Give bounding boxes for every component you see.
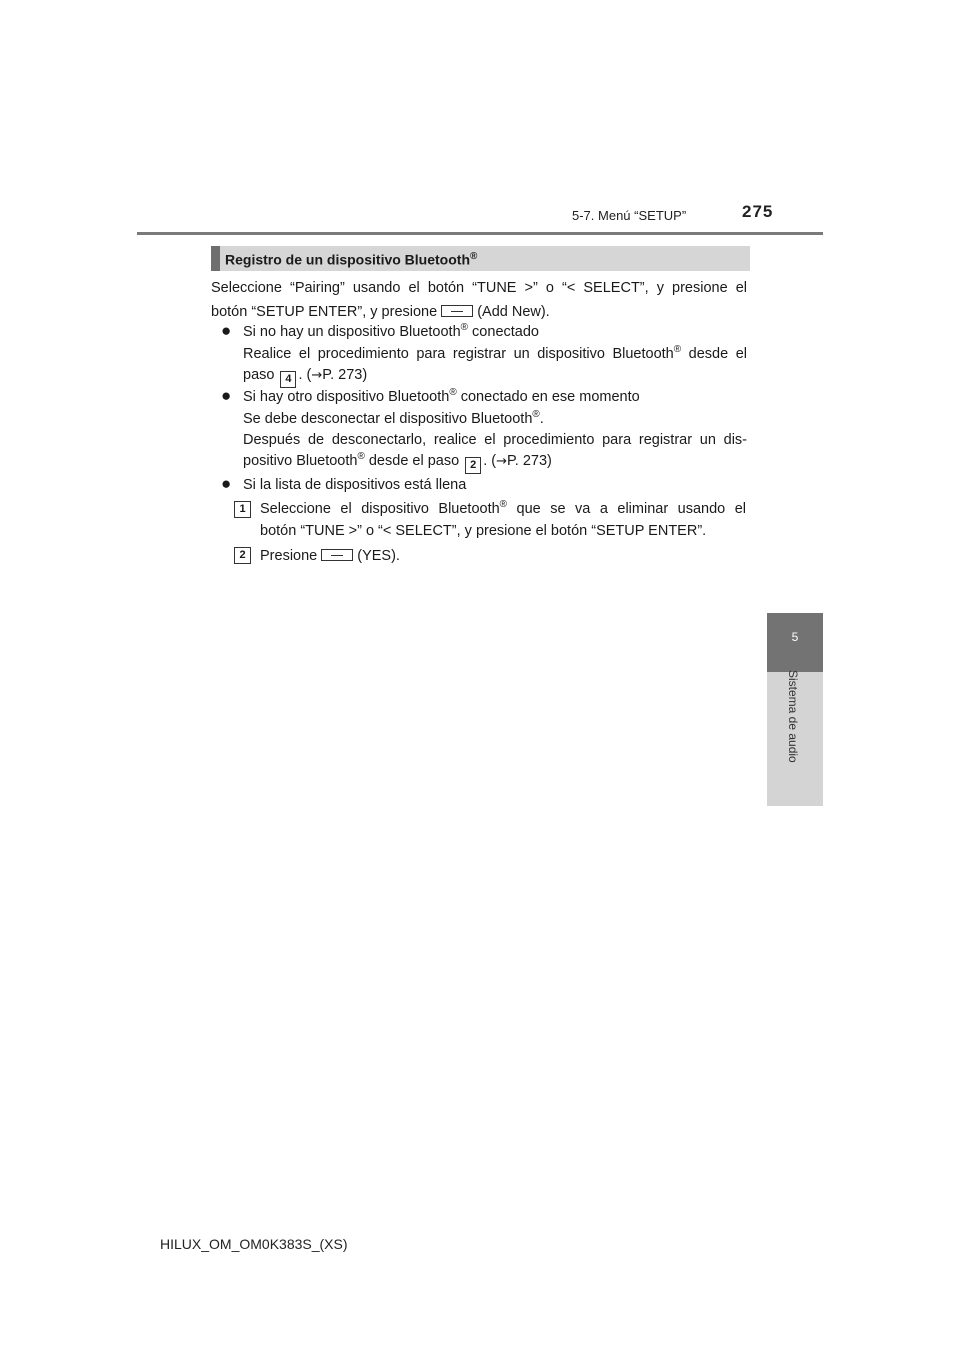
step-1-line-2: botón “TUNE >” o “< SELECT”, y presione el botón “SETUP ENTER”. xyxy=(260,523,707,539)
bullet-2-line-3: Después de desconectarlo, realice el procedimiento para registrar un dis- xyxy=(243,432,747,448)
step-1-line-1: Seleccione el dispositivo Bluetooth® que se va a eliminar usando el xyxy=(260,499,746,517)
bullet-1-line-3: paso 4 . (→P. 273) xyxy=(243,367,367,388)
bullet-2-title: Si hay otro dispositivo Bluetooth® conectado en ese momento xyxy=(243,387,640,405)
step-number-box: 1 xyxy=(234,501,251,518)
running-header-section: 5-7. Menú “SETUP” xyxy=(572,208,687,223)
bullet-icon: ● xyxy=(221,474,232,493)
bullet-1-line-2: Realice el procedimiento para registrar un dispositivo Bluetooth® desde el xyxy=(243,344,747,362)
header-rule xyxy=(137,232,823,235)
bullet-icon: ● xyxy=(221,386,232,405)
chapter-title: Sistema de audio xyxy=(786,670,800,763)
page-reference[interactable]: P. 273) xyxy=(322,367,368,383)
bullet-2-line-4: positivo Bluetooth® desde el paso 2 . (→P. 273) xyxy=(243,453,552,474)
page-reference[interactable]: P. 273) xyxy=(507,453,552,469)
step-ref-box: 4 xyxy=(280,371,296,388)
button-key-icon xyxy=(441,305,473,317)
bullet-2-line-2: Se debe desconectar el dispositivo Bluetooth®. xyxy=(243,409,544,427)
step-number-box: 2 xyxy=(234,547,251,564)
bullet-3-title: Si la lista de dispositivos está llena xyxy=(243,477,467,493)
intro-line-2: botón “SETUP ENTER”, y presione (Add New). xyxy=(211,304,550,320)
arrow-icon: → xyxy=(311,368,323,383)
document-code: HILUX_OM_OM0K383S_(XS) xyxy=(160,1236,348,1252)
bullet-icon: ● xyxy=(221,321,232,340)
bullet-1-title: Si no hay un dispositivo Bluetooth® conectado xyxy=(243,322,539,340)
chapter-number: 5 xyxy=(791,630,799,644)
arrow-icon: → xyxy=(496,454,507,469)
section-heading xyxy=(211,246,750,271)
page-number: 275 xyxy=(742,202,774,221)
section-heading-text: Registro de un dispositivo Bluetooth® xyxy=(225,251,478,268)
intro-line-1: Seleccione “Pairing” usando el botón “TUNE >” o “< SELECT”, y presione el xyxy=(211,280,747,296)
step-2-text: Presione (YES). xyxy=(260,548,400,564)
button-key-icon xyxy=(321,549,353,561)
step-ref-box: 2 xyxy=(465,457,481,474)
